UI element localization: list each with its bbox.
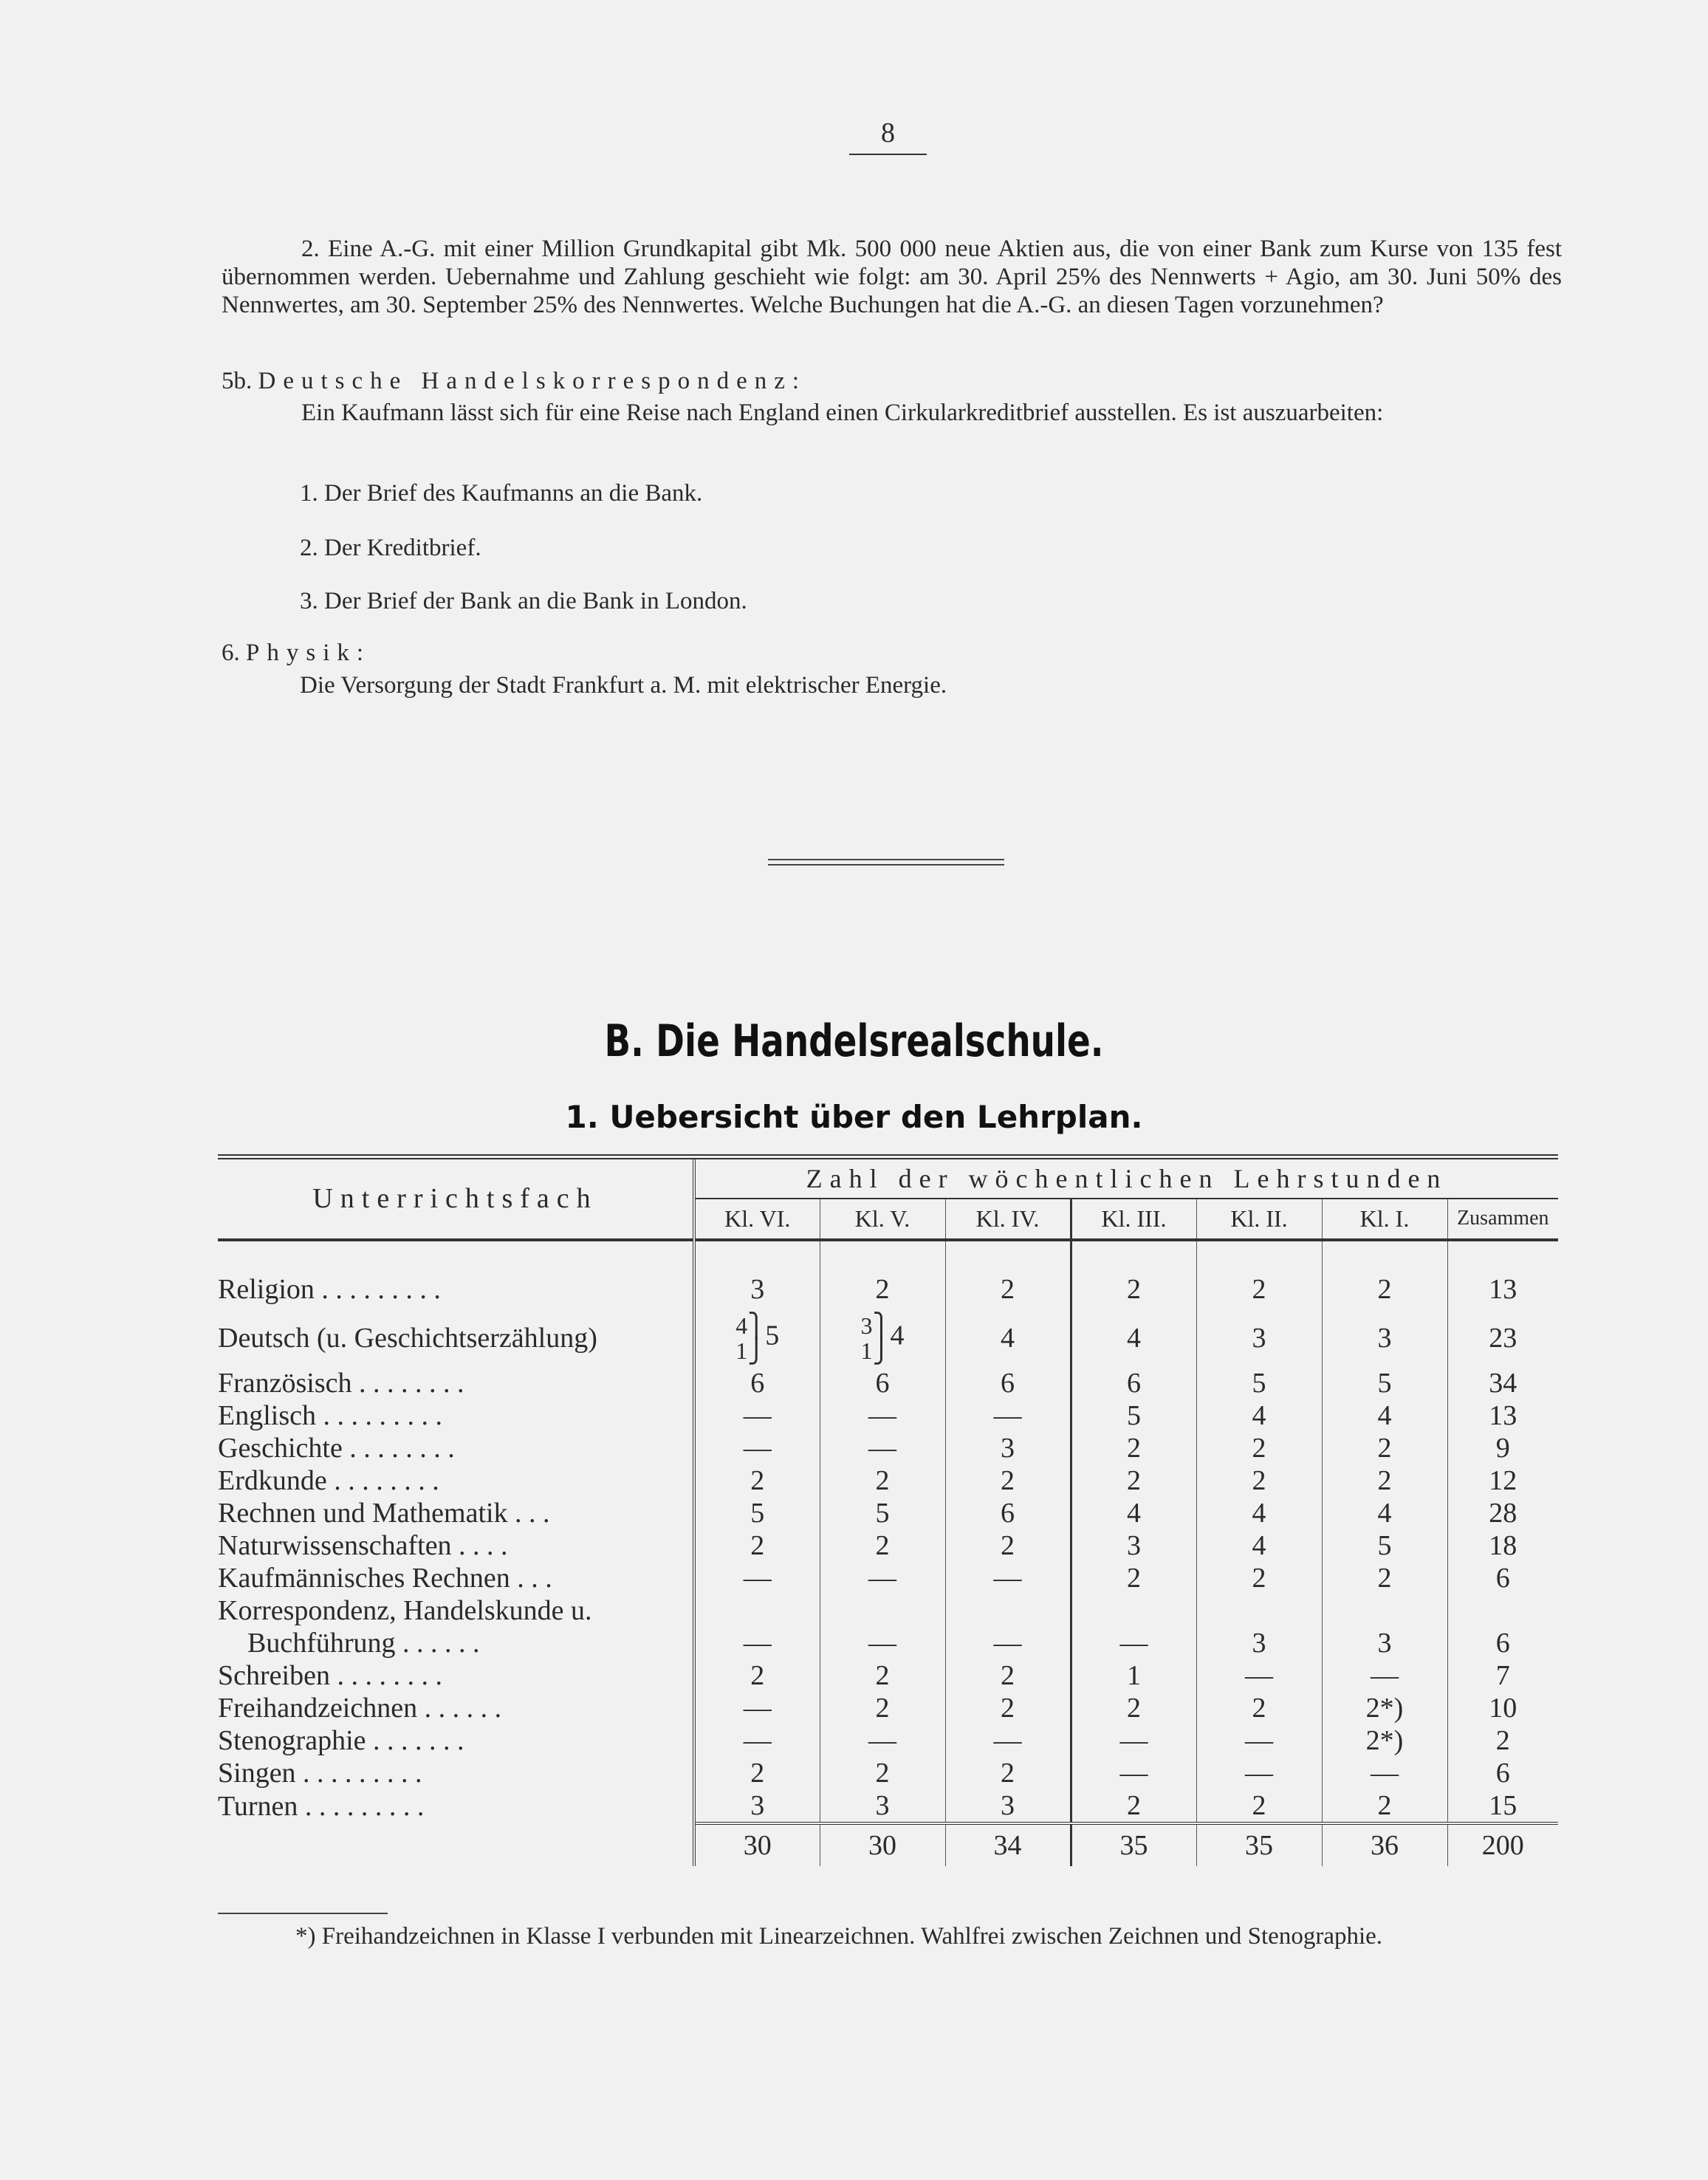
hours-cell: 5	[1071, 1399, 1196, 1432]
hours-cell: 6	[820, 1367, 945, 1399]
total-cell: 200	[1447, 1823, 1558, 1866]
footnote: *) Freihandzeichnen in Klasse I verbunden mit Linearzeichnen. Wahlfrei zwischen Zeichnen und Stenographie.	[295, 1923, 1383, 1950]
hours-cell: —	[1322, 1659, 1447, 1692]
hours-cell: 2	[820, 1757, 945, 1789]
hours-cell: 2	[820, 1692, 945, 1724]
hours-cell: —	[694, 1627, 820, 1659]
hours-cell: 2	[945, 1464, 1071, 1497]
table-row	[218, 1562, 1558, 1594]
hours-cell: 2	[820, 1659, 945, 1692]
subject-cell: Turnen . . . . . . . . .	[218, 1789, 694, 1823]
subject-cell: Korrespondenz, Handelskunde u.	[218, 1594, 694, 1627]
hours-cell: 2	[945, 1659, 1071, 1692]
sub-heading: 1. Uebersicht über den Lehrplan.	[565, 1099, 1143, 1135]
hours-cell: —	[820, 1627, 945, 1659]
hours-cell: 3	[1196, 1627, 1322, 1659]
hours-cell: 5	[694, 1497, 820, 1529]
table-row	[218, 1627, 1558, 1659]
total-cell: 35	[1196, 1823, 1322, 1866]
section-6-number: 6.	[222, 640, 240, 666]
hours-cell: —	[820, 1562, 945, 1594]
hours-cell: 6	[1495, 1627, 1510, 1659]
hours-cell: 15	[1489, 1789, 1517, 1821]
hours-cell: 4	[1071, 1497, 1196, 1529]
hours-cell: 2	[1071, 1432, 1196, 1464]
hours-cell: —	[1071, 1757, 1196, 1789]
hours-cell: —	[820, 1724, 945, 1757]
hours-cell: 2	[1071, 1789, 1196, 1823]
hours-cell: —	[945, 1724, 1071, 1757]
hours-cell	[945, 1594, 1071, 1627]
hours-cell: 13	[1489, 1273, 1517, 1305]
curriculum-table-container	[218, 1154, 1558, 1866]
hours-cell: 18	[1489, 1529, 1517, 1561]
hours-cell: 5	[1196, 1367, 1322, 1399]
hours-cell: —	[1071, 1724, 1196, 1757]
total-cell: 30	[694, 1823, 820, 1866]
subject-cell: Kaufmännisches Rechnen . . .	[218, 1562, 694, 1594]
subject-cell: Religion . . . . . . . . .	[218, 1269, 694, 1309]
hours-cell: —	[694, 1692, 820, 1724]
hours-cell: 2	[1196, 1432, 1322, 1464]
paragraph-aktien: 2. Eine A.-G. mit einer Million Grundkapital gibt Mk. 500 000 neue Aktien aus, die von einer Bank zum Kurse von 135 fest übernommen werden. Uebernahme und Zahlung geschieht wie folgt: am 30. April 25% des Nennwerts + Agio, am 30. Juni 50% des Nennwertes, am 30. September 25% des Nennwertes. Welche Buchungen hat die A.-G. an diesen Tagen vorzunehmen?	[222, 236, 1562, 318]
subject-cell: Freihandzeichnen . . . . . .	[218, 1692, 694, 1724]
list-item: 1. Der Brief des Kaufmanns an die Bank.	[300, 480, 703, 507]
table-row	[218, 1497, 1558, 1529]
section-5b-heading	[222, 368, 806, 395]
hours-cell: 4	[1071, 1309, 1196, 1367]
hours-cell: 6	[694, 1367, 820, 1399]
main-heading: B. Die Handelsrealschule.	[604, 1015, 1104, 1067]
hours-cell: 3	[945, 1432, 1071, 1464]
hours-cell: 2*)	[1322, 1724, 1447, 1757]
subject-cell: Singen . . . . . . . . .	[218, 1757, 694, 1789]
hours-cell: 2	[945, 1269, 1071, 1309]
hours-cell: 3	[1322, 1309, 1447, 1367]
column-header-kl-i: Kl. I.	[1322, 1199, 1447, 1240]
hours-cell: 2	[945, 1757, 1071, 1789]
hours-cell: 3	[1196, 1309, 1322, 1367]
subject-cell: Erdkunde . . . . . . . .	[218, 1464, 694, 1497]
hours-cell: 2	[1322, 1789, 1447, 1823]
hours-cell: 2	[1196, 1562, 1322, 1594]
hours-cell: 2	[820, 1464, 945, 1497]
hours-cell: 2	[1322, 1269, 1447, 1309]
hours-cell: —	[694, 1562, 820, 1594]
subject-cell: Rechnen und Mathematik . . .	[218, 1497, 694, 1529]
hours-cell: 28	[1489, 1497, 1517, 1529]
hours-cell: 2	[1196, 1269, 1322, 1309]
hours-cell: —	[945, 1399, 1071, 1432]
table-row	[218, 1594, 1558, 1627]
column-header-kl-v: Kl. V.	[820, 1199, 945, 1240]
hours-cell: —	[694, 1432, 820, 1464]
section-6-title: Physik:	[246, 640, 371, 666]
footnote-rule	[218, 1913, 388, 1914]
subject-cell: Stenographie . . . . . . .	[218, 1724, 694, 1757]
hours-cell: —	[820, 1399, 945, 1432]
subject-cell: Naturwissenschaften . . . .	[218, 1529, 694, 1562]
hours-cell: —	[694, 1724, 820, 1757]
hours-cell: 4	[945, 1309, 1071, 1367]
list-item: 3. Der Brief der Bank an die Bank in London.	[300, 588, 747, 614]
hours-cell: —	[820, 1432, 945, 1464]
hours-cell: —	[694, 1399, 820, 1432]
section-5b-text: Ein Kaufmann lässt sich für eine Reise nach England einen Cirkularkreditbrief ausstellen. Es ist auszuarbeiten:	[301, 400, 1384, 426]
section-separator	[768, 859, 1004, 866]
section-6-text: Die Versorgung der Stadt Frankfurt a. M. mit elektrischer Energie.	[300, 672, 947, 699]
curriculum-table	[218, 1154, 1558, 1866]
hours-cell: 2	[1322, 1464, 1447, 1497]
table-row	[218, 1659, 1558, 1692]
hours-cell: 4⎫ 1⎭5	[694, 1309, 820, 1367]
hours-cell: 2	[1495, 1724, 1510, 1756]
hours-cell: 2	[1322, 1432, 1447, 1464]
hours-cell: 5	[1322, 1529, 1447, 1562]
hours-cell: 4	[1196, 1399, 1322, 1432]
hours-cell: 3	[820, 1789, 945, 1823]
hours-cell: 3⎫ 1⎭4	[820, 1309, 945, 1367]
group-header: Zahl der wöchentlichen Lehrstunden	[694, 1157, 1558, 1199]
hours-cell: 1	[1071, 1659, 1196, 1692]
hours-cell: 4	[1322, 1497, 1447, 1529]
hours-cell: 9	[1495, 1432, 1510, 1464]
hours-cell: 2	[1322, 1562, 1447, 1594]
hours-cell: 2	[1071, 1269, 1196, 1309]
subject-cell: Deutsch (u. Geschichtserzählung)	[218, 1309, 694, 1367]
hours-cell: 23	[1489, 1322, 1517, 1354]
hours-cell: 3	[1071, 1529, 1196, 1562]
subject-cell: Buchführung . . . . . .	[218, 1627, 694, 1659]
hours-cell: —	[1196, 1659, 1322, 1692]
hours-cell: 2	[694, 1659, 820, 1692]
hours-cell	[1322, 1594, 1447, 1627]
table-row	[218, 1529, 1558, 1562]
hours-cell	[820, 1594, 945, 1627]
table-row	[218, 1309, 1558, 1367]
hours-cell: —	[945, 1627, 1071, 1659]
table-row	[218, 1789, 1558, 1823]
list-item: 2. Der Kreditbrief.	[300, 535, 481, 561]
hours-cell: 2	[945, 1529, 1071, 1562]
hours-cell	[1447, 1594, 1558, 1627]
totals-label-cell	[218, 1823, 694, 1866]
table-row	[218, 1432, 1558, 1464]
column-header-kl-iii: Kl. III.	[1071, 1199, 1196, 1240]
table-row	[218, 1724, 1558, 1757]
column-header-kl-ii: Kl. II.	[1196, 1199, 1322, 1240]
hours-cell: 7	[1495, 1659, 1510, 1691]
hours-cell: 4	[1322, 1399, 1447, 1432]
hours-cell: —	[1196, 1757, 1322, 1789]
column-header-zusammen: Zusammen	[1447, 1199, 1558, 1240]
hours-cell: 2	[820, 1529, 945, 1562]
hours-cell: 2	[694, 1757, 820, 1789]
subject-cell: Englisch . . . . . . . . .	[218, 1399, 694, 1432]
hours-cell: 2	[1071, 1562, 1196, 1594]
hours-cell	[1071, 1594, 1196, 1627]
subject-column-header: Unterrichtsfach	[218, 1157, 694, 1240]
hours-cell	[1196, 1594, 1322, 1627]
hours-cell: 2	[1196, 1789, 1322, 1823]
hours-cell: 12	[1489, 1464, 1517, 1496]
hours-cell: 2	[1071, 1692, 1196, 1724]
hours-cell: 3	[694, 1789, 820, 1823]
hours-cell: 3	[945, 1789, 1071, 1823]
hours-cell: 3	[694, 1269, 820, 1309]
hours-cell: 6	[1071, 1367, 1196, 1399]
hours-cell: —	[1071, 1627, 1196, 1659]
total-cell: 34	[945, 1823, 1071, 1866]
hours-cell: 34	[1489, 1367, 1517, 1399]
table-row	[218, 1464, 1558, 1497]
hours-cell: 2	[1196, 1464, 1322, 1497]
hours-cell: 5	[1322, 1367, 1447, 1399]
hours-cell: —	[1196, 1724, 1322, 1757]
hours-cell: 5	[820, 1497, 945, 1529]
section-5b-number: 5b.	[222, 368, 253, 394]
subject-cell: Französisch . . . . . . . .	[218, 1367, 694, 1399]
hours-cell: 2	[694, 1464, 820, 1497]
hours-cell	[694, 1594, 820, 1627]
hours-cell: 2	[820, 1269, 945, 1309]
hours-cell: 6	[1495, 1562, 1510, 1594]
table-row	[218, 1692, 1558, 1724]
hours-cell: 6	[1495, 1757, 1510, 1789]
table-row	[218, 1757, 1558, 1789]
table-row	[218, 1367, 1558, 1399]
hours-cell: 2	[945, 1692, 1071, 1724]
totals-row	[218, 1823, 1558, 1866]
section-5b-title: Deutsche Handelskorrespondenz:	[258, 368, 807, 394]
hours-cell: —	[1322, 1757, 1447, 1789]
hours-cell: 13	[1489, 1399, 1517, 1431]
hours-cell: 6	[945, 1367, 1071, 1399]
hours-cell: 2	[1196, 1692, 1322, 1724]
table-row	[218, 1269, 1558, 1309]
column-header-kl-iv: Kl. IV.	[945, 1199, 1071, 1240]
table-row	[218, 1399, 1558, 1432]
hours-cell: 4	[1196, 1497, 1322, 1529]
subject-cell: Schreiben . . . . . . . .	[218, 1659, 694, 1692]
subject-cell: Geschichte . . . . . . . .	[218, 1432, 694, 1464]
hours-split: 4⎫ 1⎭	[735, 1312, 766, 1364]
hours-cell: 3	[1322, 1627, 1447, 1659]
hours-cell: 6	[945, 1497, 1071, 1529]
page-number: 8	[849, 117, 927, 155]
hours-cell: 2	[694, 1529, 820, 1562]
hours-cell: 4	[1196, 1529, 1322, 1562]
hours-cell: —	[945, 1562, 1071, 1594]
section-6-heading	[222, 640, 371, 667]
column-header-kl-vi: Kl. VI.	[694, 1199, 820, 1240]
total-cell: 30	[820, 1823, 945, 1866]
hours-split: 3⎫ 1⎭	[860, 1312, 891, 1364]
hours-cell: 2	[1071, 1464, 1196, 1497]
total-cell: 36	[1322, 1823, 1447, 1866]
hours-cell: 10	[1489, 1692, 1517, 1724]
total-cell: 35	[1071, 1823, 1196, 1866]
hours-cell: 2*)	[1322, 1692, 1447, 1724]
